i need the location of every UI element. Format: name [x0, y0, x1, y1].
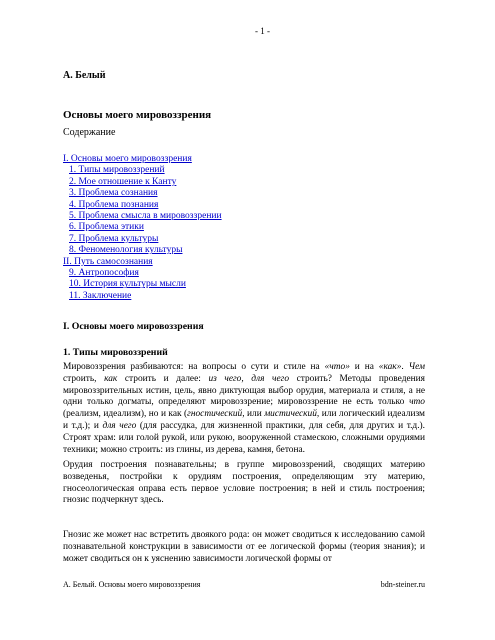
italic-text: из чего, для чего	[208, 373, 290, 384]
document-title: Основы моего мировоззрения	[63, 109, 212, 121]
paragraph-1	[63, 362, 425, 456]
italic-text: что	[409, 397, 425, 408]
table-of-contents	[63, 154, 222, 302]
italic-text: «что»	[324, 362, 350, 372]
toc-link[interactable]: I. Основы моего мировоззрения	[63, 154, 192, 164]
page-number: - 1 -	[255, 26, 270, 36]
text-run: (для рассудка, для жизненной практики, для себя, для других и т.д.). Строят храм: или голой рукой, или рукою, вооруженной стамескою, сложными орудиями техники; можно строить: из глины, из дерева, камня, бетона.	[63, 420, 426, 455]
footer-site: bdn-steiner.ru	[380, 580, 425, 589]
toc-link[interactable]: 5. Проблема смысла в мировоззрении	[69, 211, 222, 222]
toc-link[interactable]: 10. История культуры мысли	[69, 279, 186, 290]
toc-link[interactable]: 4. Проблема познания	[69, 199, 159, 210]
section-heading: I. Основы моего мировоззрения	[63, 321, 204, 332]
toc-link[interactable]: II. Путь самосознания	[63, 256, 153, 267]
toc-heading: Содержание	[63, 127, 116, 138]
text-run: или логический идеализм и т.д.); и	[63, 409, 425, 431]
text-run: (реализм, идеализм), но и как (	[63, 409, 188, 420]
footer-title: А. Белый. Основы моего мировоззрения	[63, 580, 201, 589]
italic-text: гностический,	[187, 409, 245, 420]
text-run: и на	[349, 362, 379, 372]
italic-text: «как»	[378, 362, 402, 372]
text-run: Гнозис же может нас встретить двоякого рода: он может сводиться к исследованию самой познавательной конструкции в зависимости от ее логической формы (теория знания); и может сводиться он к уяснению зависимости логической формы от	[63, 530, 425, 564]
toc-link[interactable]: 9. Антропософия	[69, 268, 139, 279]
subsection-heading: 1. Типы мировоззрений	[63, 347, 168, 358]
toc-link[interactable]: 2. Мое отношение к Канту	[69, 176, 177, 187]
toc-link[interactable]: 1. Типы мировоззрений	[69, 165, 165, 176]
paragraph-3	[63, 530, 425, 565]
text-run: строить и далее:	[117, 373, 209, 384]
text-run: Мировоззрения разбиваются: на вопросы о сути и стиле на	[63, 362, 325, 372]
text-run: .	[401, 362, 409, 372]
italic-text: для чего	[102, 420, 137, 431]
text-run: Орудия построения познавательны; в группе мировоззрений, сводящих материю возведенья, постройки к орудиям построения, определяющим эту материю, гносеологическая оправа есть первое условие построения; в ней и стиль построения; гнозис подчеркнут здесь.	[63, 460, 425, 506]
paragraph-2	[63, 460, 425, 507]
text-run: строить? Методы проведения мировоззрительных истин, цель, явно диктующая выбор орудия, материала и стиля, а не одни только догматы, определяют мировоззрение; мировоззрение не есть только	[63, 373, 425, 408]
toc-link[interactable]: 6. Проблема этики	[69, 222, 144, 233]
italic-text: мистический,	[264, 409, 320, 420]
toc-link[interactable]: 3. Проблема сознания	[69, 188, 158, 199]
toc-link[interactable]: 7. Проблема культуры	[69, 233, 159, 244]
text-run: строить,	[63, 373, 105, 384]
author-name: А. Белый	[63, 70, 106, 81]
text-run: или	[244, 409, 265, 420]
italic-text: Чем	[408, 362, 425, 372]
toc-link[interactable]: 8. Феноменология культуры	[69, 245, 183, 256]
toc-link[interactable]: 11. Заключение	[69, 290, 132, 301]
italic-text: как	[104, 373, 118, 384]
